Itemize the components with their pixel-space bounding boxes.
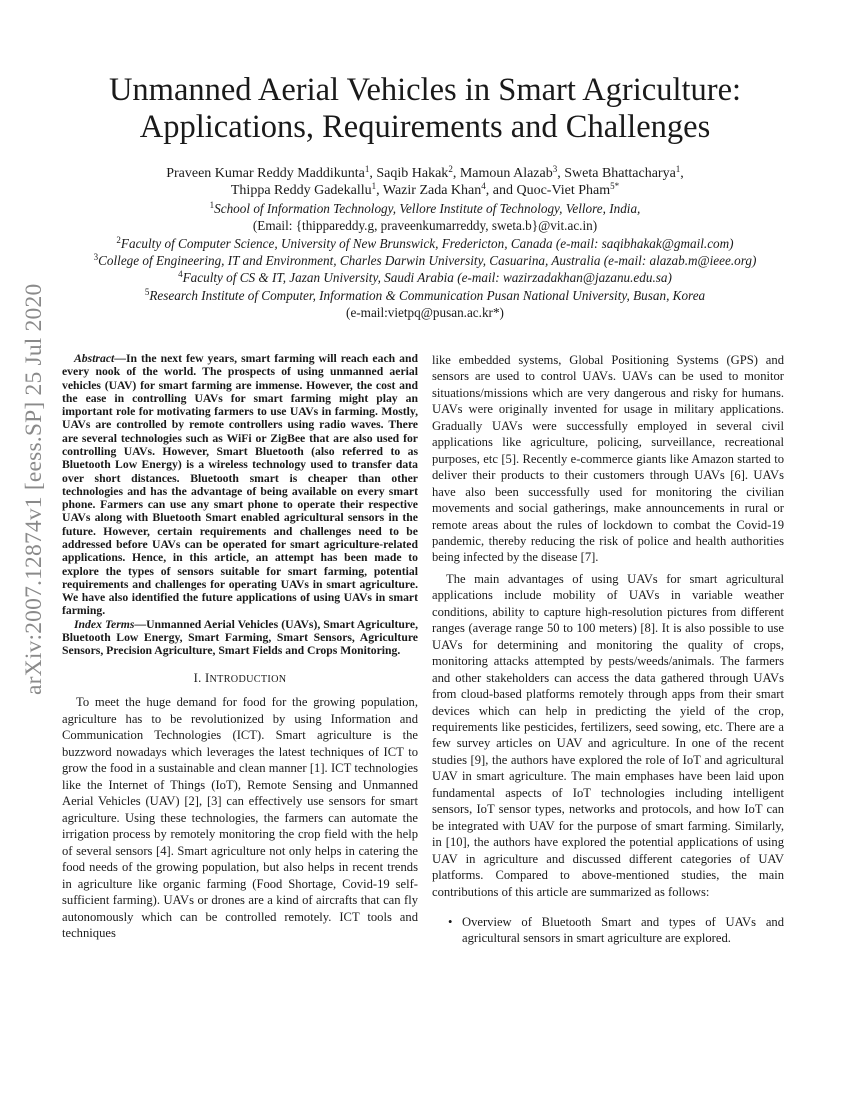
affiliation-text: Faculty of CS & IT, Jazan University, Saudi Arabia (e-mail: wazirzadakhan@jazanu.edu.sa) <box>182 270 672 286</box>
affiliation-line <box>40 252 810 269</box>
contributions-list <box>432 914 784 947</box>
affiliation-email <box>40 304 810 321</box>
intro-paragraph-3: The main advantages of using UAVs for smart agricultural applications include mobility of UAVs in variable weather conditions, ability to capture high-resolution pictures from different ranges (average range 50 to 100 meters) [8]. It is also possible to use UAVs for determining and monitoring the quality of crops, monitoring attacks attempted by pests/weeds/animals. The farmers and other stakeholders can access the data gathered through UAVs from cloud-based platforms remotely through apps from their smart devices which can help in predicting the yield of the crop, requirements like pesticides, fertilizers, seed sowing, etc. There are a few survey articles on UAV and agriculture. In one of the recent studies [9], the authors have explored the role of IoT and agricultural UAV in smart agriculture. The main emphases have been laid upon fundamental aspects of IoT technologies including intelligent sensors, IoT sensor types, networks and protocols, and how IoT can be integrated with UAV for the purpose of smart farming. Similarly, in [10], the authors have explored the potential applications of using UAV in agriculture and discussed different categories of UAV platforms. Compared to above-mentioned studies, the main contributions of this article are summarized as follows: <box>432 571 784 899</box>
affiliation-mark: 4 <box>178 269 183 280</box>
left-column <box>62 352 418 942</box>
intro-paragraph-1: To meet the huge demand for food for the growing population, agriculture has to be revolutionized by using Information and Communication Technologies (ICT). Smart agriculture is the buzzword nowadays which leverages the latest techniques of ICT to grow the food in a sustainable and clean manner [1]. ICT technologies like the Internet of Things (IoT), Remote Sensing and Unmanned Aerial Vehicles (UAV) [2], [3] can effectively use sensors for smart agriculture. Using these technologies, the farmers can automate the irrigation process by remotely monitoring the crop field with the help of several sensors [4]. Smart agriculture not only helps in catering the food needs of the growing population, but also helps in recent trends in agriculture like organic farming (Food Shortage, Covid-19 self-sufficient farming). UAVs or drones are a kind of aircrafts that can fly autonomously which can be controlled remotely. ICT tools and techniques <box>62 695 418 941</box>
author-separator: , <box>557 166 565 181</box>
affiliation-mark: 5 <box>144 286 150 297</box>
author-separator: , <box>376 183 383 199</box>
affiliation-text: School of Information Technology, Vellore Institute of Technology, Vellore, India, <box>214 200 641 216</box>
author-line-1 <box>40 165 810 182</box>
author-name: Sweta Bhattacharya <box>564 166 676 181</box>
author-line-2 <box>40 182 810 199</box>
right-column <box>432 352 784 947</box>
affiliation-line <box>40 200 810 217</box>
author-name: Wazir Zada Khan <box>382 183 482 199</box>
affiliation-text: Research Institute of Computer, Information & Communication Pusan National University, Busan, Korea <box>149 287 706 303</box>
author-affiliation-mark: 2 <box>448 164 453 174</box>
abstract-label: Abstract <box>74 352 115 365</box>
list-item <box>446 914 784 947</box>
affiliation-mark: 2 <box>116 234 121 245</box>
arxiv-stamp: arXiv:2007.12874v1 [eess.SP] 25 Jul 2020 <box>21 283 47 695</box>
index-terms <box>62 618 418 658</box>
title-line-1: Unmanned Aerial Vehicles in Smart Agriculture: <box>108 72 742 108</box>
abstract <box>62 352 418 618</box>
affiliation-mark: 3 <box>93 252 99 263</box>
author-name: Quoc-Viet Pham <box>516 183 611 199</box>
author-affiliation-mark: 4 <box>481 181 486 192</box>
author-affiliation-mark: 5* <box>610 181 620 192</box>
author-separator: , <box>680 166 684 181</box>
affiliation-email <box>40 217 810 234</box>
affiliations <box>40 200 810 322</box>
section-numeral: I. <box>193 671 206 686</box>
index-terms-text: —Unmanned Aerial Vehicles (UAVs), Smart Agriculture, Bluetooth Low Energy, Smart Farming, Smart Sensors, Agriculture Sensors, Precision Agriculture, Smart Fields and Crops Monitoring. <box>62 617 418 658</box>
author-separator: , <box>369 166 377 181</box>
affiliation-mark: 1 <box>209 199 215 210</box>
author-name: Praveen Kumar Reddy Maddikunta <box>166 166 365 181</box>
affiliation-line <box>40 235 810 252</box>
bullet-icon: • <box>448 914 453 929</box>
author-separator: , and <box>485 183 517 199</box>
list-item-text: Overview of Bluetooth Smart and types of UAVs and agricultural sensors in smart agriculture are explored. <box>462 914 784 946</box>
author-affiliation-mark: 3 <box>552 164 558 174</box>
intro-paragraph-2: like embedded systems, Global Positioning Systems (GPS) and sensors are used to control UAVs. UAVs can be used to monitor situations/missions which are very dangerous and risky for humans. UAVs were originally invented for usage in military applications. Gradually UAVs were successfully employed in several civil applications like agriculture, policing, surveillance, recreational purposes, etc [5]. Recently e-commerce giants like Amazon started to deliver their products to their customers through UAVs [6]. UAVs have also been successfully used for monitoring the civilian movements and social gatherings, make announcements in rural or remote areas about the rules of lockdown to combat the Covid-19 pandemic, thereby reducing the risk of police and health authorities being infected by the disease [7]. <box>432 353 784 565</box>
author-name: Mamoun Alazab <box>459 166 553 181</box>
author-separator: , <box>452 166 460 181</box>
author-affiliation-mark: 1 <box>364 164 370 174</box>
affiliation-text: College of Engineering, IT and Environment, Charles Darwin University, Casuarina, Australia (e-mail: alazab.m@ieee.org) <box>98 253 757 269</box>
section-heading-introduction <box>62 671 418 686</box>
author-name: Saqib Hakak <box>376 166 449 181</box>
affiliation-text: (Email: {thippareddy.g, praveenkumarreddy, sweta.b}@vit.ac.in) <box>252 218 598 234</box>
section-first-letter: I <box>205 671 210 686</box>
affiliation-line <box>40 269 810 286</box>
affiliation-text: (e-mail:vietpq@pusan.ac.kr*) <box>346 305 504 321</box>
index-terms-label: Index Terms <box>74 617 135 631</box>
abstract-text: —In the next few years, smart farming will reach each and every nook of the world. The prospects of using unmanned aerial vehicles (UAV) for smart farming are immense. However, the cost and the ease in controlling UAVs for smart farming might play an important role for motivating farmers to use UAVs in farming. Mostly, UAVs are controlled by remote controllers using radio waves. There are several technologies such as WiFi or ZigBee that are also used for controlling UAVs. However, Smart Bluetooth (also referred to as Bluetooth Low Energy) is a wireless technology used to transfer data over short distances. Bluetooth smart is cheaper than other technologies and has the advantage of being available on every smart phone. Farmers can use any smart phone to operate their respective UAVs along with Bluetooth Smart enabled agricultural sensors in the future. However, certain requirements and challenges need to be addressed before UAVs can be operated for smart agriculture-related applications. Hence, in this article, an attempt has been made to explore the types of sensors suitable for smart farming, potential requirements and challenges for operating UAVs in smart agriculture. We have also identified the future applications of using UAVs in smart farming. <box>62 352 418 618</box>
affiliation-line <box>40 287 810 304</box>
paper-title <box>60 72 790 146</box>
author-name: Thippa Reddy Gadekallu <box>230 183 372 199</box>
affiliation-text: Faculty of Computer Science, University of New Brunswick, Fredericton, Canada (e-mail: saqibhakak@gmail.com) <box>120 235 734 251</box>
author-affiliation-mark: 1 <box>371 181 377 192</box>
section-rest: NTRODUCTION <box>209 674 287 686</box>
title-line-2: Applications, Requirements and Challenges <box>139 109 711 145</box>
author-block <box>40 165 810 322</box>
author-affiliation-mark: 1 <box>675 164 681 174</box>
